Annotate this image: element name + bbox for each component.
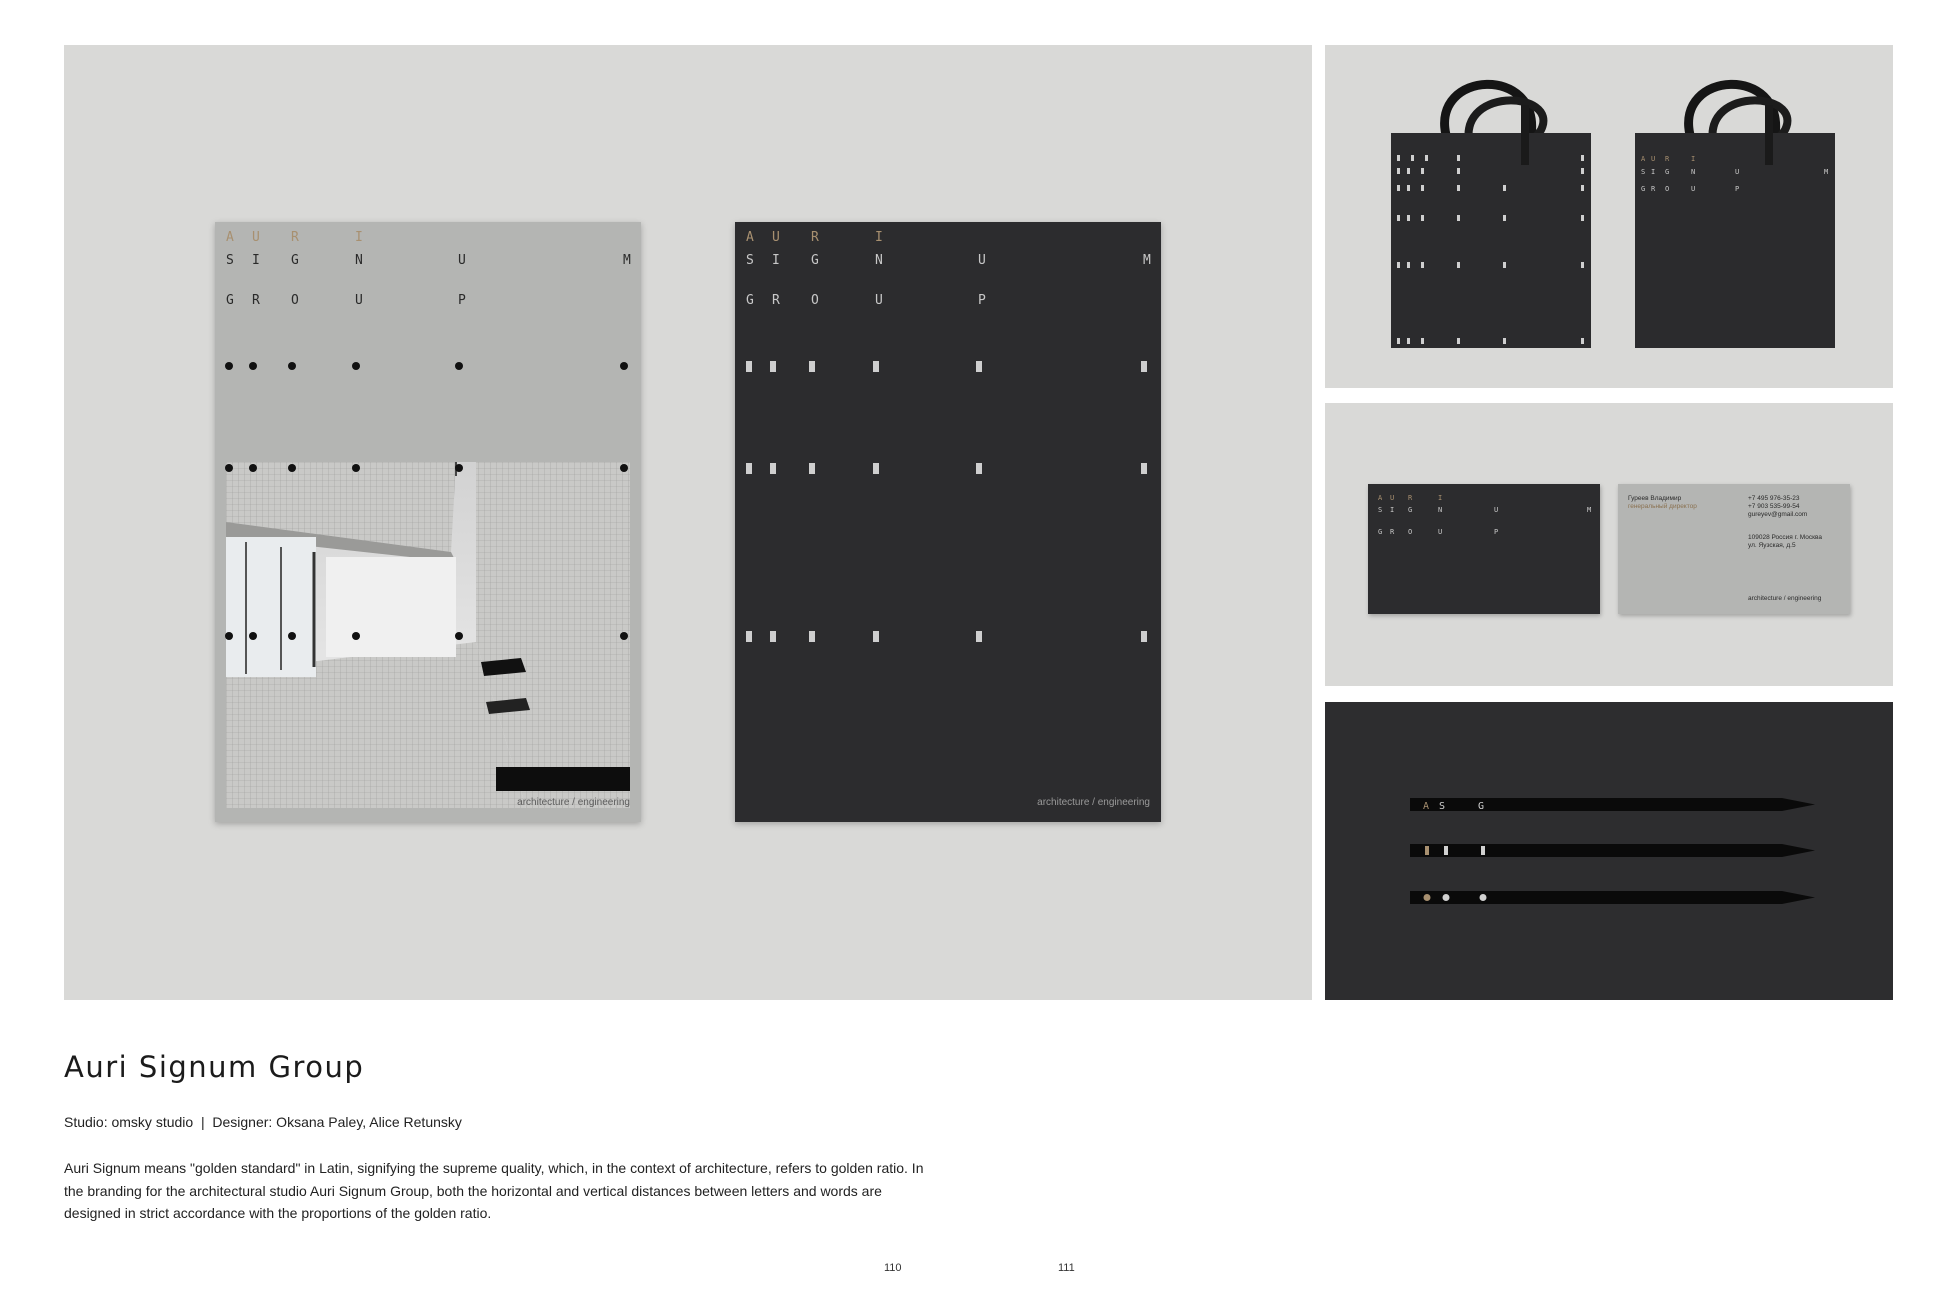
page-number-right: 111 xyxy=(1058,1262,1075,1274)
grid-bar xyxy=(873,631,879,642)
grid-bar xyxy=(746,631,752,642)
logo-letter: U xyxy=(252,230,260,245)
card-phone: +7 903 535-99-54 xyxy=(1748,503,1800,510)
dark-poster xyxy=(735,222,1161,822)
grid-bar xyxy=(1141,361,1147,372)
logo-letter: U xyxy=(458,253,466,268)
logo-letter: I xyxy=(252,253,260,268)
svg-text:U: U xyxy=(1438,528,1443,536)
svg-text:I: I xyxy=(1691,155,1696,163)
logo-letter: S xyxy=(226,253,234,268)
svg-text:I: I xyxy=(1390,506,1395,514)
grid-bar xyxy=(809,631,815,642)
grid-bar xyxy=(976,463,982,474)
grid-bar xyxy=(976,631,982,642)
tote-bags-panel xyxy=(1325,45,1893,388)
grid-dot xyxy=(225,362,233,370)
grid-dot xyxy=(455,464,463,472)
tote-bag-image xyxy=(1635,75,1835,355)
building-photo-image xyxy=(226,462,630,808)
grid-bar xyxy=(1141,463,1147,474)
tote-bag-logo xyxy=(1635,75,1835,290)
svg-text:S: S xyxy=(1378,506,1383,514)
grid-dot xyxy=(249,632,257,640)
logo-letter: I xyxy=(875,230,883,245)
building-photo xyxy=(226,462,630,808)
logo-letter: P xyxy=(458,293,466,308)
svg-text:R: R xyxy=(1390,528,1395,536)
card-name: Гуреев Владимир xyxy=(1628,495,1682,502)
pencil-letter: G xyxy=(1478,801,1485,812)
grid-dot xyxy=(225,632,233,640)
logo-letter: N xyxy=(355,253,363,268)
card-address: 109028 Россия г. Москва xyxy=(1748,534,1822,541)
logo-letter: R xyxy=(772,293,780,308)
svg-text:U: U xyxy=(1735,168,1740,176)
grid-dot xyxy=(352,464,360,472)
card-address: ул. Яузская, д.5 xyxy=(1748,542,1796,549)
svg-text:P: P xyxy=(1494,528,1499,536)
tote-bag-image xyxy=(1391,75,1591,355)
svg-text:P: P xyxy=(1735,185,1740,193)
grid-bar xyxy=(770,631,776,642)
logo-letter: U xyxy=(875,293,883,308)
grid-dot xyxy=(455,632,463,640)
grid-bar xyxy=(873,361,879,372)
logo-letter: O xyxy=(291,293,299,308)
project-title: Auri Signum Group xyxy=(64,1050,365,1084)
business-card-back xyxy=(1618,484,1850,614)
logo-letter: P xyxy=(978,293,986,308)
grid-bar xyxy=(746,361,752,372)
svg-text:M: M xyxy=(1587,506,1592,514)
grid-bar xyxy=(873,463,879,474)
business-card-front xyxy=(1368,484,1600,614)
grid-dot xyxy=(620,632,628,640)
svg-text:U: U xyxy=(1390,494,1395,502)
logo-letter: I xyxy=(355,230,363,245)
card-footer-text: architecture / engineering xyxy=(1748,595,1822,602)
svg-text:U: U xyxy=(1651,155,1656,163)
svg-text:R: R xyxy=(1651,185,1656,193)
pencil-letters xyxy=(1410,796,1815,813)
logo-letter: A xyxy=(746,230,754,245)
grid-dot xyxy=(288,464,296,472)
grid-bar xyxy=(770,463,776,474)
logo-letter: G xyxy=(746,293,754,308)
project-credits: Studio: omsky studio | Designer: Oksana Paley, Alice Retunsky xyxy=(64,1114,462,1130)
svg-text:O: O xyxy=(1408,528,1413,536)
logo-letter: G xyxy=(226,293,234,308)
grid-dot xyxy=(455,362,463,370)
grid-dot xyxy=(288,632,296,640)
svg-text:A: A xyxy=(1641,155,1646,163)
logo-letter: R xyxy=(291,230,299,245)
logo-letter: M xyxy=(1143,253,1151,268)
grid-bar xyxy=(809,361,815,372)
grid-dot xyxy=(620,464,628,472)
pencil-letter: A xyxy=(1423,801,1430,812)
svg-text:U: U xyxy=(1494,506,1499,514)
card-logo xyxy=(1368,484,1600,614)
logo-letter: G xyxy=(291,253,299,268)
grid-bar xyxy=(976,361,982,372)
grid-dot xyxy=(288,362,296,370)
grid-bar xyxy=(746,463,752,474)
poster-footer-text: architecture / engineering xyxy=(517,797,630,808)
svg-text:N: N xyxy=(1691,168,1696,176)
grid-dot xyxy=(352,632,360,640)
logo-letter: A xyxy=(226,230,234,245)
logo-letter: N xyxy=(875,253,883,268)
svg-text:G: G xyxy=(1641,185,1646,193)
logo-letter: S xyxy=(746,253,754,268)
poster-logo xyxy=(215,222,641,322)
logo-letter: G xyxy=(811,253,819,268)
light-poster xyxy=(215,222,641,822)
svg-text:A: A xyxy=(1378,494,1383,502)
poster-footer-text: architecture / engineering xyxy=(1037,797,1150,808)
svg-text:I: I xyxy=(1651,168,1656,176)
page-number-left: 110 xyxy=(884,1262,902,1274)
grid-bar xyxy=(1141,631,1147,642)
card-position: генеральный директор xyxy=(1628,503,1697,510)
business-cards-panel xyxy=(1325,403,1893,686)
logo-letter: I xyxy=(772,253,780,268)
logo-letter: U xyxy=(772,230,780,245)
pencil-bars xyxy=(1410,842,1815,859)
svg-text:R: R xyxy=(1408,494,1413,502)
svg-text:M: M xyxy=(1824,168,1829,176)
grid-dot xyxy=(620,362,628,370)
logo-letter: M xyxy=(623,253,631,268)
logo-letter: U xyxy=(355,293,363,308)
logo-letter: R xyxy=(252,293,260,308)
card-email: gureyev@gmail.com xyxy=(1748,511,1808,518)
pencil-letter: S xyxy=(1439,801,1446,812)
poster-logo xyxy=(735,222,1161,322)
svg-text:U: U xyxy=(1691,185,1696,193)
svg-text:O: O xyxy=(1665,185,1670,193)
grid-dot xyxy=(352,362,360,370)
logo-letter: U xyxy=(978,253,986,268)
pencil-dots xyxy=(1410,889,1815,906)
svg-text:G: G xyxy=(1378,528,1383,536)
grid-dot xyxy=(225,464,233,472)
grid-bar xyxy=(770,361,776,372)
logo-letter: O xyxy=(811,293,819,308)
logo-letter: R xyxy=(811,230,819,245)
pencils-panel xyxy=(1325,702,1893,1000)
project-description: Auri Signum means "golden standard" in Latin, signifying the supreme quality, which, in the context of architecture, refers to golden ratio. In the branding for the architectural studio Auri Signum Group, both the horizontal and vertical distances between letters and words are designed in strict accordance with the proportions of the golden ratio. xyxy=(64,1160,924,1221)
card-phone: +7 495 976-35-23 xyxy=(1748,495,1800,502)
svg-text:G: G xyxy=(1408,506,1413,514)
svg-text:I: I xyxy=(1438,494,1443,502)
svg-text:R: R xyxy=(1665,155,1670,163)
pencil-image xyxy=(1410,796,1815,813)
svg-text:S: S xyxy=(1641,168,1646,176)
grid-dot xyxy=(249,464,257,472)
grid-bar xyxy=(809,463,815,474)
pencil-image xyxy=(1410,889,1815,906)
pencil-image xyxy=(1410,842,1815,859)
svg-text:N: N xyxy=(1438,506,1443,514)
poster-showcase-panel xyxy=(64,45,1312,1000)
grid-dot xyxy=(249,362,257,370)
tote-bag-pattern xyxy=(1391,75,1591,290)
svg-text:G: G xyxy=(1665,168,1670,176)
